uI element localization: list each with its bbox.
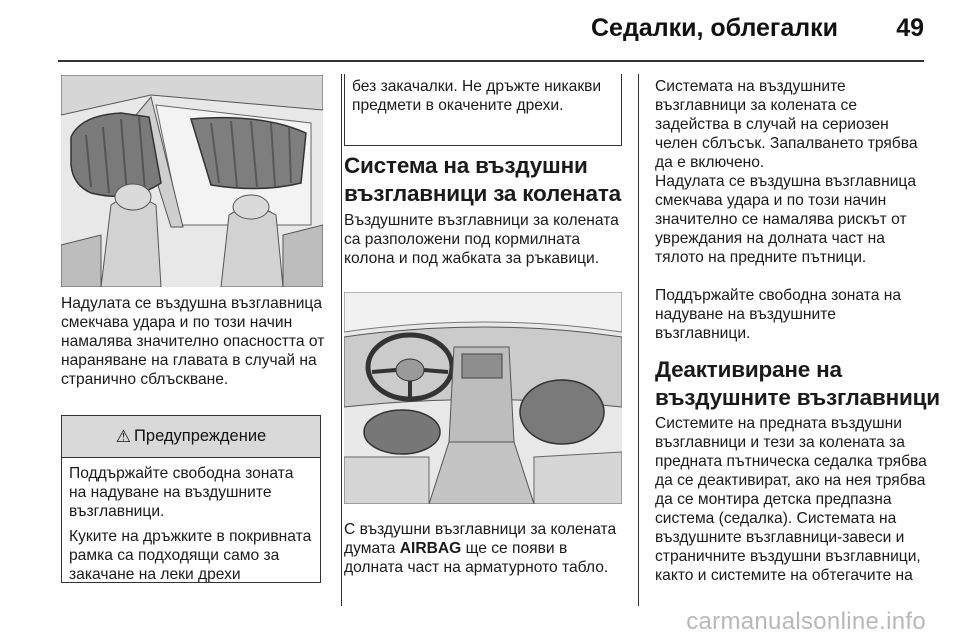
caption-text: ще се появи в долната част на арматурното табло. — [344, 540, 609, 576]
warning-header — [62, 416, 320, 458]
page-header-title: Седалки, облегалки — [590, 14, 838, 42]
page-number: 49 — [896, 14, 924, 42]
paragraph: Надулата се въздушна възглавница смекчава удара и по този начин значително се намалява рискът от увреждания на долната част на тялото на предните пътници. — [655, 173, 917, 266]
deactivation-heading: Деактивиране на въздушните възглавници — [655, 357, 940, 410]
watermark: carmanualsonline.info — [686, 608, 926, 635]
column-divider — [341, 74, 342, 606]
caption-text: С въздушни възглавници за колената думата — [344, 521, 617, 557]
knee-airbag-intro: Въздушните възглавници за колената са разположени под кормилната колона и под жабката за ръкавици. — [344, 212, 619, 267]
paragraph: Системата на въздушните възглавници за колената се задейства в случай на сериозен челен сблъсък. Запалването трябва да е включено. — [655, 78, 918, 171]
knee-airbag-caption — [344, 520, 626, 577]
knee-airbag-heading: Система на въздушни възглавници за колената — [344, 153, 621, 206]
knee-airbag-illustration — [344, 292, 622, 504]
warning-body — [62, 458, 320, 584]
warning-paragraph: Куките на дръжките в покривната рамка са подходящи само за закачане на леки дрехи — [69, 528, 312, 583]
warning-title: Предупреждение — [134, 427, 267, 445]
warning-continuation-box — [344, 74, 622, 146]
column-divider — [638, 74, 639, 606]
airbag-label: AIRBAG — [399, 540, 462, 557]
curtain-airbag-caption: Надулата се въздушна възглавница смекчава удара и по този начин намалява значително опасността от нараняване на главата в случай на странично сблъскване. — [61, 295, 325, 388]
warning-box — [61, 415, 321, 583]
warning-paragraph: Поддържайте свободна зоната на надуване на въздушните възглавници. — [69, 465, 294, 520]
paragraph: Поддържайте свободна зоната на надуване на въздушните възглавници. — [655, 287, 901, 342]
warning-continuation-text: без закачалки. Не дръжте никакви предмети в окачените дрехи. — [352, 78, 602, 114]
paragraph: Системите на предната въздушни възглавници и тези за колената за предната пътническа седалка трябва да се деактивират, ако на нея трябва да се монтира детска предпазна система (седалка). Системата на въздушните възглавници-завеси и страничните въздушни възглавници, както и системите на обтегачите на — [655, 415, 927, 584]
warning-triangle-icon: ⚠ — [115, 426, 132, 446]
curtain-airbag-illustration — [61, 75, 323, 287]
header-rule — [58, 60, 924, 62]
